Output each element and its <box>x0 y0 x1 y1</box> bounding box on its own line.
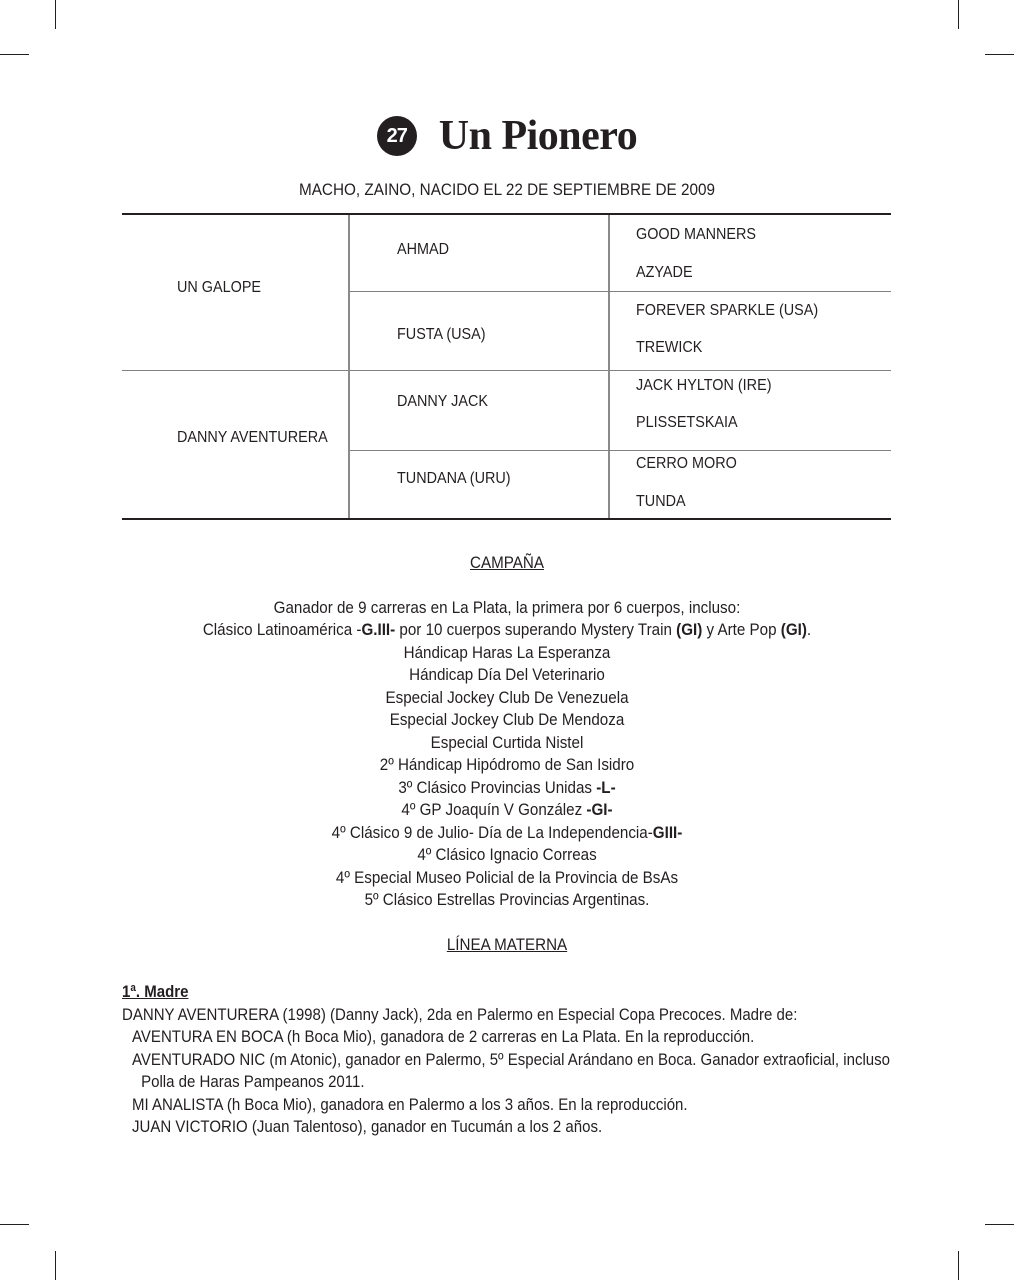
table-mid-rule <box>122 370 891 371</box>
pedigree-great-grandparent: TREWICK <box>636 339 703 356</box>
table-row-divider <box>350 291 891 292</box>
lot-number-badge: 27 <box>377 116 417 156</box>
pedigree-great-grandparent: AZYADE <box>636 264 693 281</box>
maternal-line-heading: LÍNEA MATERNA <box>446 935 568 954</box>
crop-mark <box>985 54 1014 55</box>
crop-mark <box>0 1224 29 1225</box>
spacer <box>41 912 974 934</box>
crop-mark <box>958 0 959 29</box>
pedigree-great-grandparent: FOREVER SPARKLE (USA) <box>636 302 819 319</box>
pedigree-great-grandparent: JACK HYLTON (IRE) <box>636 377 772 394</box>
table-column-divider <box>608 215 610 518</box>
horse-description: MACHO, ZAINO, NACIDO EL 22 DE SEPTIEMBRE DE 2009 <box>298 180 716 199</box>
table-row-divider <box>350 450 891 451</box>
table-bottom-rule <box>122 518 891 520</box>
campaign-race: Especial Jockey Club De Venezuela <box>385 688 629 707</box>
campaign-section <box>0 552 1014 956</box>
campaign-race: Hándicap Día Del Veterinario <box>409 666 605 684</box>
pedigree-grandparent: AHMAD <box>397 241 450 258</box>
offspring-item: MI ANALISTA (h Boca Mio), ganadora en Palermo a los 3 años. En la reproducción. <box>132 1095 688 1114</box>
pedigree-dam: DANNY AVENTURERA <box>177 429 328 446</box>
dam-description: DANNY AVENTURERA (1998) (Danny Jack), 2da en Palermo en Especial Copa Precoces. Madre de: <box>122 1005 798 1024</box>
crop-mark <box>985 1224 1014 1225</box>
crop-mark <box>55 0 56 29</box>
first-dam-heading: 1ª. Madre <box>122 983 189 1001</box>
pedigree-grandparent: DANNY JACK <box>397 393 488 410</box>
offspring-item: AVENTURA EN BOCA (h Boca Mio), ganadora de 2 carreras en La Plata. En la reproducción. <box>132 1028 755 1046</box>
campaign-intro: Ganador de 9 carreras en La Plata, la primera por 6 cuerpos, incluso: <box>273 598 741 617</box>
offspring-item: JUAN VICTORIO (Juan Talentoso), ganador en Tucumán a los 2 años. <box>132 1118 603 1136</box>
campaign-race: Especial Jockey Club De Mendoza <box>389 711 625 729</box>
campaign-placing: 4º Clásico 9 de Julio- Día de La Independencia-GIII- <box>331 823 683 842</box>
pedigree-great-grandparent: PLISSETSKAIA <box>636 414 738 431</box>
pedigree-great-grandparent: CERRO MORO <box>636 455 737 472</box>
pedigree-great-grandparent: GOOD MANNERS <box>636 226 757 243</box>
campaign-race: Hándicap Haras La Esperanza <box>403 643 611 662</box>
campaign-placing: 4º GP Joaquín V González -GI- <box>401 801 613 819</box>
pedigree-grandparent: TUNDANA (URU) <box>397 470 511 487</box>
campaign-race: Especial Curtida Nistel <box>430 733 584 752</box>
crop-mark <box>0 54 29 55</box>
campaign-placing: 4º Clásico Ignacio Correas <box>417 846 597 864</box>
crop-mark <box>958 1251 959 1280</box>
spacer <box>41 575 974 597</box>
table-column-divider <box>348 215 350 518</box>
pedigree-grandparent: FUSTA (USA) <box>397 326 486 343</box>
pedigree-sire: UN GALOPE <box>177 279 262 296</box>
horse-name: Un Pionero <box>438 113 638 159</box>
pedigree-table <box>122 213 891 520</box>
pedigree-great-grandparent: TUNDA <box>636 493 686 510</box>
crop-mark <box>55 1251 56 1280</box>
campaign-placing: 5º Clásico Estrellas Provincias Argentinas. <box>364 891 650 909</box>
table-top-rule <box>122 213 891 215</box>
offspring-item: AVENTURADO NIC (m Atonic), ganador en Palermo, 5º Especial Arándano en Boca. Ganador extraoficial, incluso <box>132 1050 890 1069</box>
campaign-race: 2º Hándicap Hipódromo de San Isidro <box>379 756 635 774</box>
campaign-main-win: Clásico Latinoamérica -G.III- por 10 cuerpos superando Mystery Train (GI) y Arte Pop (GI). <box>202 621 812 639</box>
campaign-placing: 3º Clásico Provincias Unidas -L- <box>398 778 616 797</box>
campaign-placing: 4º Especial Museo Policial de la Provincia de BsAs <box>335 868 679 887</box>
maternal-line-section <box>122 981 902 1139</box>
title-row <box>0 112 1014 160</box>
campaign-heading: CAMPAÑA <box>470 554 544 572</box>
offspring-item-continued: Polla de Haras Pampeanos 2011. <box>141 1073 365 1091</box>
